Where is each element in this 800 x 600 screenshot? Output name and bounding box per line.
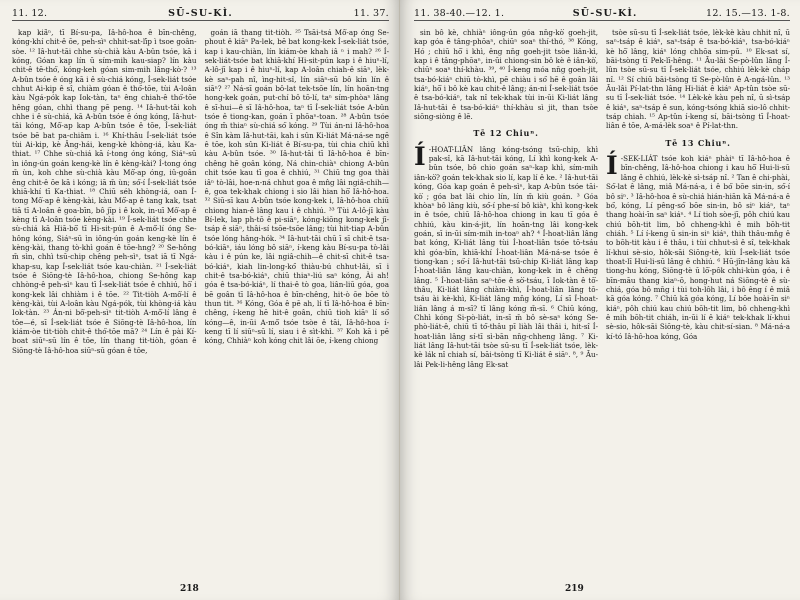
right-page — [400, 0, 800, 600]
header-reference-left: 11. 38-40.—12. 1. — [414, 8, 505, 19]
body-text: sin bô kè, chhiàⁿ iông-ún góa nn̄g-kò͘ goeh-jit, kap góa ê tâng-phōaⁿ, chiūⁿ soaⁿ thí-thó, ³⁸ Kóng, Hó ; chiū hō͘ i khì, êng nn̄g goeh-jit tsòe liân-kì, kap i ê tâng-phōaⁿ, in-ūi chiong-sin bô kè ê iân-kò͘, chiūⁿ soaⁿ thí-khàu. ³⁹, ⁴⁰ Í-keng móa nn̄g goeh-jit, tsa-bó-kiáⁿ chiū tò-khì, pē chiàu i só͘ hē ê goân lâi kiáⁿ, hō͘ i bô kè kau chit-ê lâng; án-ni Í-sek-liát tsóe ê tsa-bó-kiáⁿ, tak nî tek-khak tùi in-ūi Ki-liát lâng Iâ-hut-tāi ê tsa-bó-kiáⁿ thí-khàu sì jit, than tsòe siōng-siòng ê lē. — [414, 28, 598, 122]
body-text: -SEK-LIÁT tsóe koh kiáⁿ phàiⁿ tī Iâ-hô-hoa ê bīn-chêng, Iâ-hô-hoa chiong i kau hō͘ Hui-li-sū lâng ê chhiú, lèk-kè sì-tsáp nî. ² Tan ê chi-phài, Só͘-lat ê lâng, miâ Má-ná-a, i ê bó͘ bōe sin-in, só͘-í bô siⁿ. ³ Iâ-hô-hoa ê sù-chiá hián-hiān kā Má-ná-a ê bó͘, kóng, Lí pêng-só͘ bōe sin-in, bô siⁿ kiáⁿ, taⁿ thang hoài-īn saⁿ kiáⁿ. ⁴ Lí tioh sòe-jī, pôh chiú kau chiú bōh-tit lim, bô chheng-khì ê mih bōh-tit chiáh. ⁵ Lí í-keng ū sin-in siⁿ kiáⁿ, thih thâu-mn̂g ê to bōh-tit kàu i ê thâu, i tùi chhut-sì ê sî, tek-khak lí-khui sè-sio, hôk-sāi Siōng-tè, kiù Í-sek-liát tsóe thoat-lī Hui-li-sū lâng ê chhiú. ⁶ Hū-jîn-lâng kàu kā tiong-hu kóng, Siōng-tè ū lō͘-pôk chhi-kùn góa, i ê bīn-māu thang kiaⁿ-ō, hong-hut ná Siōng-tè ê sù-chiá, góa bô mn̄g i tùi toh-lôh lâi, i bô êng í ê miâ kā góa kóng. ⁷ Chiū kā góa kóng, Lí bōe hoài-īn siⁿ kiáⁿ, pôh chiú kau chiú bōh-tit lim, bô chheng-khì ê mih bōh-tit chiáh, in-ūi lí ê kiáⁿ tek-khak lí-khui sè-sio, hôk-sāi Siōng-tè, kàu chit-sí-sian. ⁸ Má-ná-a kí-tó Iâ-hô-hoa kóng, Góa — [606, 154, 790, 341]
chapter-opening-paragraph — [606, 151, 790, 341]
header-title: SŪ-SU-KÌ. — [572, 8, 638, 19]
header-reference-right: 12. 15.—13. 1-8. — [706, 8, 790, 19]
chapter-heading: Tē 13 Chiuⁿ. — [665, 137, 731, 148]
chapter-opening-paragraph — [414, 141, 598, 369]
chapter-heading: Tē 12 Chiuⁿ. — [473, 128, 539, 139]
body-text: tsòe sū-su tī Í-sek-liát tsóe, lèk-kè kàu chhit nî, ū saⁿ-tsáp ê kiáⁿ, saⁿ-tsáp ê tsa-bó-kiáⁿ, tsa-bó-kiáⁿ kè hō͘ lâng, kiáⁿ lóng chhōa sim-pū. ¹⁰ Ek-sat sí, bāi-tsòng tī Pek-lī-hêng. ¹¹ Āu-lâi Se-pò-lûn lâng Í-lûn tsòe sū-su tī Í-sek-liát tsóe, chhiú lèk-kè cháp nî. ¹² Sí chiū bāi-tsòng tī Se-pò-lûn ê A-ngá-lûn. ¹³ Āu-lâi Pí-lat-thn lâng Hi-liát ê kiáⁿ Ap-tûn tsòe sū-su tī Í-sek-liát tsóe. ¹⁴ Lèk-kè kàu peh nî, ū sì-tsáp ê kiáⁿ, saⁿ-tsáp ê sun, kóng-tsóng khiā sio-lô chhit-tsáp chiah. ¹⁵ Ap-tûn í-keng sí, bāi-tsòng tī Í-hoat-liân ê tōe, A-má-lèk soaⁿ ê Pí-lat-thn. — [606, 28, 790, 131]
header-reference-right: 11. 37. — [353, 8, 389, 19]
page-number: 218 — [180, 584, 199, 594]
header-reference-left: 11. 12. — [12, 8, 48, 19]
body-text: kap kiā̍ⁿ, tī Bí-su-pa, Iâ-hô-hoa ê bīn-chêng, kóng-khí chit-ê ōe, peh-sìⁿ chhit-sat-lī̍p ì tsoe goân-sòe. ¹² Iâ-hut-tāi chhe sù-chià kàu A-bûn tsóe, kā i kóng, Góan kap lín ū sím-mih kau-siap? lín kàu chit-ê tē-thó͘, kóng-keh góan sim-mih lâng-kò·? ¹³ A-bûn tsóe ê óng kā i ê sù-chiá kóng, Í-sek-liát tsóe chhut Ai-kip ê sî, chiàm góan ê thó͘-tōe, tùi A-loân kàu Ngá-pók kap Iok-tàn, taⁿ êng chiah-ê thó͘-tōe hêng góan, chhì thang pē peng. ¹⁴ Iâ-hut-tāi koh chhe i ê sù-chiá, kā A-bûn tsóe ê óng kóng, Iâ-hut-tāi kóng, Mô͘-ap kap A-bûn tsóe ê tōe, Í-sek-liát tsóe bē bat pa-chiâm i. ¹⁶ Khí-thâu Í-sek-liát tsóe tùi Ai-kip, kè Âng-hái, keng-kè khòng-iá, kàu Ka-thiat. ¹⁷ Chhe sù-chiá kā í-tong óng kóng, Siáⁿ-sū ìn iông-ún goán keng-kè lín ê kèng-kài? Í-tong óng m̄ ùn, koh chhe sù-chià kàu Mô͘-ap óng, iû-goân êng chit-ê ōe kā i kóng; iā m̄ ùn; só͘-í Í-sek-liát tsóe khiā-khí tī Ka-thiat. ¹⁸ Chiū séh khòng-iá, oan Í-tong Mô͘-ap ê kèng-kài, kàu Mô͘-ap ê tang kak, tsat tiā tī A-loân ê goa-bīn, bô jīp i ê kok, in-uī Mô͘-ap ê kèng tī A-loân tsóe kèng-kài. ¹⁹ Í-sek-liát tsóe chhe sù-chiá kā Hiā-bō͘ tī Hi-sit-pún ê A-mô͘-lí óng Se-hông kóng, Siáⁿ-sū ìn iông-ún goán keng-kè lín ê kèng-kài, thang tò-khì goán ê tōe-hng? ²⁰ Se-hông m̄ sìn, chhì tsū-chip chêng peh-sìⁿ, tsat iā tī Ngá-khap-su, kap Í-sek-liát tsóe kau-chiàn. ²¹ Í-sek-liát tsóe ê Siōng-tè Iâ-hô-hoa, chiong Se-hông kap chhòng-ê peh-sìⁿ kau tī Í-sek-liát tsóe ê chhiú, hō͘ i kong-kek lâi chhiàm i ê tōe. ²² Tit-tiòh A-mô͘-lí ê kèng-kài, tùi A-loân kàu Ngá-pók, tùi khòng-iá kàu Iok-tàn. ²³ Án-ni bô͘-peh-sìⁿ tit-tiòh A-mô͘-lí lâng ê tōe—é, sī Í-sek-liát tsóe ê Siōng-tè Iâ-hô-hoa, lín kiám-òe tit-tiòh chit-ê thó͘-tōe mā? ²⁴ Lín ê pài Kí-boat siūⁿ-sū lín ê tōe, lín thang tit-tiòh, góan ê Siōng-tè Iâ-hô-hoa siūⁿ-sū góan ê tōe, — [12, 28, 197, 355]
body-text: goán iā thang tit-tiòh. ²⁵ Tsāi-tsá Mô͘-ap óng Se-phout ê kiāⁿ Pa-lek, bē bat kong-kek Í-sek-liát tsóe, kap i kau-chiàn, lín kiám-òe khah iâ ⁿ i mah? ²⁶ Í-sek-liát-tsóe bat khiā-khí Hi-sit-pún kap i ê hiuⁿ-lí, A-lô-jī kap i ê hiuⁿ-lí, kap A-loân chiah-ê siāⁿ, lèk-kè saⁿ-pah nî, ìng-hit-sî, lín siāⁿ-sū bô kín lín ê siāⁿ? ²⁷ Ná-sī goán bô-lat tek-tsōe lín, lín hoān-tng hong-kek goán, put-chí bô tō-lí, taⁿ sím-phòaⁿ lâng ê sī-hui—ê sī Iâ-hô-hoa, taⁿ tī Í-sek-liát tsóe A-bûn tsóe ê tiong-kan, goán ī phōaⁿ-toan. ²⁸ A-bûn tsóe óng m̄ thiaⁿ sù-chiá só͘ kóng. ²⁹ Tùi án-ni Iâ-hô-hoa ê Sîn kàm Iâ-hut-tāi, kah i sûn Ki-liát Má-ná-se ngē ê tōe, koh sûn Ki-liát ê Bí-su-pa, tùi chia chiū khì kàu A-bûn tsóe. ³⁰ Iâ-hut-tāi tī Iâ-hô-hoa ê bīn-chêng hē goân kóng, Ná chin-chiàⁿ chiong A-bûn chit tsóe kau tī goa ê chhiú, ³¹ Chiū tng goa thài iâⁿ tò-lâi, hoe-n-ná chhut goa ê mn̂g lâi ngiâ-chih—ê, goa tek-khak chiong i sio lâi hian hō͘ Iâ-hô-hoa. ³² Siū-sī kau A-bûn tsóe kong-kek i, Iâ-hô-hoa chiū chiong hian-ê lâng kau i ê chhiú. ³³ Tùi A-lô-jī kàu Bí-lek, lap ph-tō ê pi-siāⁿ, kóng-kiōng kong-kek jī-tsáp ê siāⁿ, thâi-sí tsōe-tsōe lâng; tùi hit-tiap A-bûn tsóe lóng hâng-hók. ³⁴ Iâ-hut-tāi chū ī sī chit-ê tsa-bó-kiāⁿ, iáu lóng bô siāⁿ, í-keng kàu Bí-su-pa tò-lâi kàu i ê pún ke, lâi ngiâ-chih—ê chit-sī chit-ê tsa-bó-kiáⁿ, kiah lin-long-kó͘ thiàu-bú chhut-lâi, sī i chit-ê tsa-bó-kiáⁿ, chiū thiaⁿ-liú saⁿ kóng, Ài ah! góa ê tsa-bó-kiáⁿ, lí thai-ê tò goa, liân-liū góa, goa bē goân tī Iâ-hô-hoa ê bīn-chêng, hit-ò ōe bōe tò thun tit. ³⁶ Kóng, Góa ê pē ah, lí tī Iâ-hô-hoa ê bīn-chêng, í-keng hē hit-ê goân, chiū tioh kiāⁿ lí só͘ kóng—ê, in-ūi A-mô͘ tsóe tsòe ê tāi, Iâ-hô-hoa í-keng tī lí siūⁿ-sū lí, siau i ê sìt-khì. ³⁷ Koh kā i pē kóng, Chhiàⁿ koh kóng chit lâi ōe, í-keng chiong — [204, 28, 389, 346]
text-column-1 — [414, 28, 598, 576]
running-header — [414, 8, 790, 21]
header-title: SŪ-SU-KÌ. — [168, 8, 233, 19]
page-number: 219 — [565, 584, 584, 594]
text-column-2 — [606, 28, 790, 576]
body-text: -HOAT-LIÂN lâng kóng-tsóng tsū-chip, khì pak-sî, kā Iâ-hut-tāi kóng, Lí khì kong-kek A-bûn tsóe, bô chio goán saⁿ-kap khì, sím-mih iân-kò͘? goán tek-khak sio lí, kap lí ê ke. ² Iâ-hut-tāi kóng, Góa kap goán ê peh-sìⁿ, kap A-bûn tsóe tāi-kò͘ ; góa bat lâi chio lín, lín m̄ kiù goán. ³ Góa khòaⁿ bô lâng kiù, só͘-í phe-sí bô kiàⁿ, khì kong-kek in ê tsóe, chiū Iâ-hô-hoa chiong in kau tī góa ê chhiú, kàu kin-á-jit, lín hoān-tng lâi kong-kek goán, sī in-ūi sím-mih in-toaⁿ ah? ⁴ Í-hoat-liân lâng bat kóng, Ki-liát lâng tùi Í-hoat-liân tsóe tō-tsáu khì góa-bīn, khiā-khí Í-hoat-liân Má-ná-se tsóe ê tiong-kan ; só͘-í Iâ-hut-tāi tsū-chip Ki-liát lâng kap Í-hoat-liân lâng kau-chiàn, kong-kek in ê chêng lâng. ⁵ Í-hoat-liân saⁿ-tōe ê sò͘-tsáu, ī Iok-tàn ê tō͘-thâu, Ki-liát lâng chiàm-khì, Í-hoat-liân lâng tō-tsáu ài kè-khì, Ki-liát lâng mn̄g kóng, Lí sī Í-hoat-liân lâng á m-sī? tī lâng kóng m̄-sī. ⁶ Chiū kóng, Chhì kóng Si-pò-liát, in-sī m̄ bô sè-saⁿ kóng Se-phò-liát-ê, chiū tī tó͘-thâu pī liàh lâi thâi i, hit-sî Í-hoat-liân lâng sí-tī sì-bān nn̄g-chheng lâng. ⁷ Ki-liát lâng Iâ-hut-tāi tsòe sū-su tī Í-sek-liát tsóe, lèk-kè lák nî chiah sí, bāi-tsòng tī Ki-liát ê siāⁿ. ⁸, ⁹ Āu-lâi Pek-li-hêng lâng Ek-sat — [414, 144, 598, 369]
running-header — [12, 8, 389, 21]
drop-cap: Í — [606, 151, 618, 181]
text-columns — [414, 28, 790, 576]
text-columns — [12, 28, 389, 576]
text-column-1 — [12, 28, 197, 576]
text-column-2 — [205, 28, 390, 576]
drop-cap: Í — [414, 141, 426, 171]
